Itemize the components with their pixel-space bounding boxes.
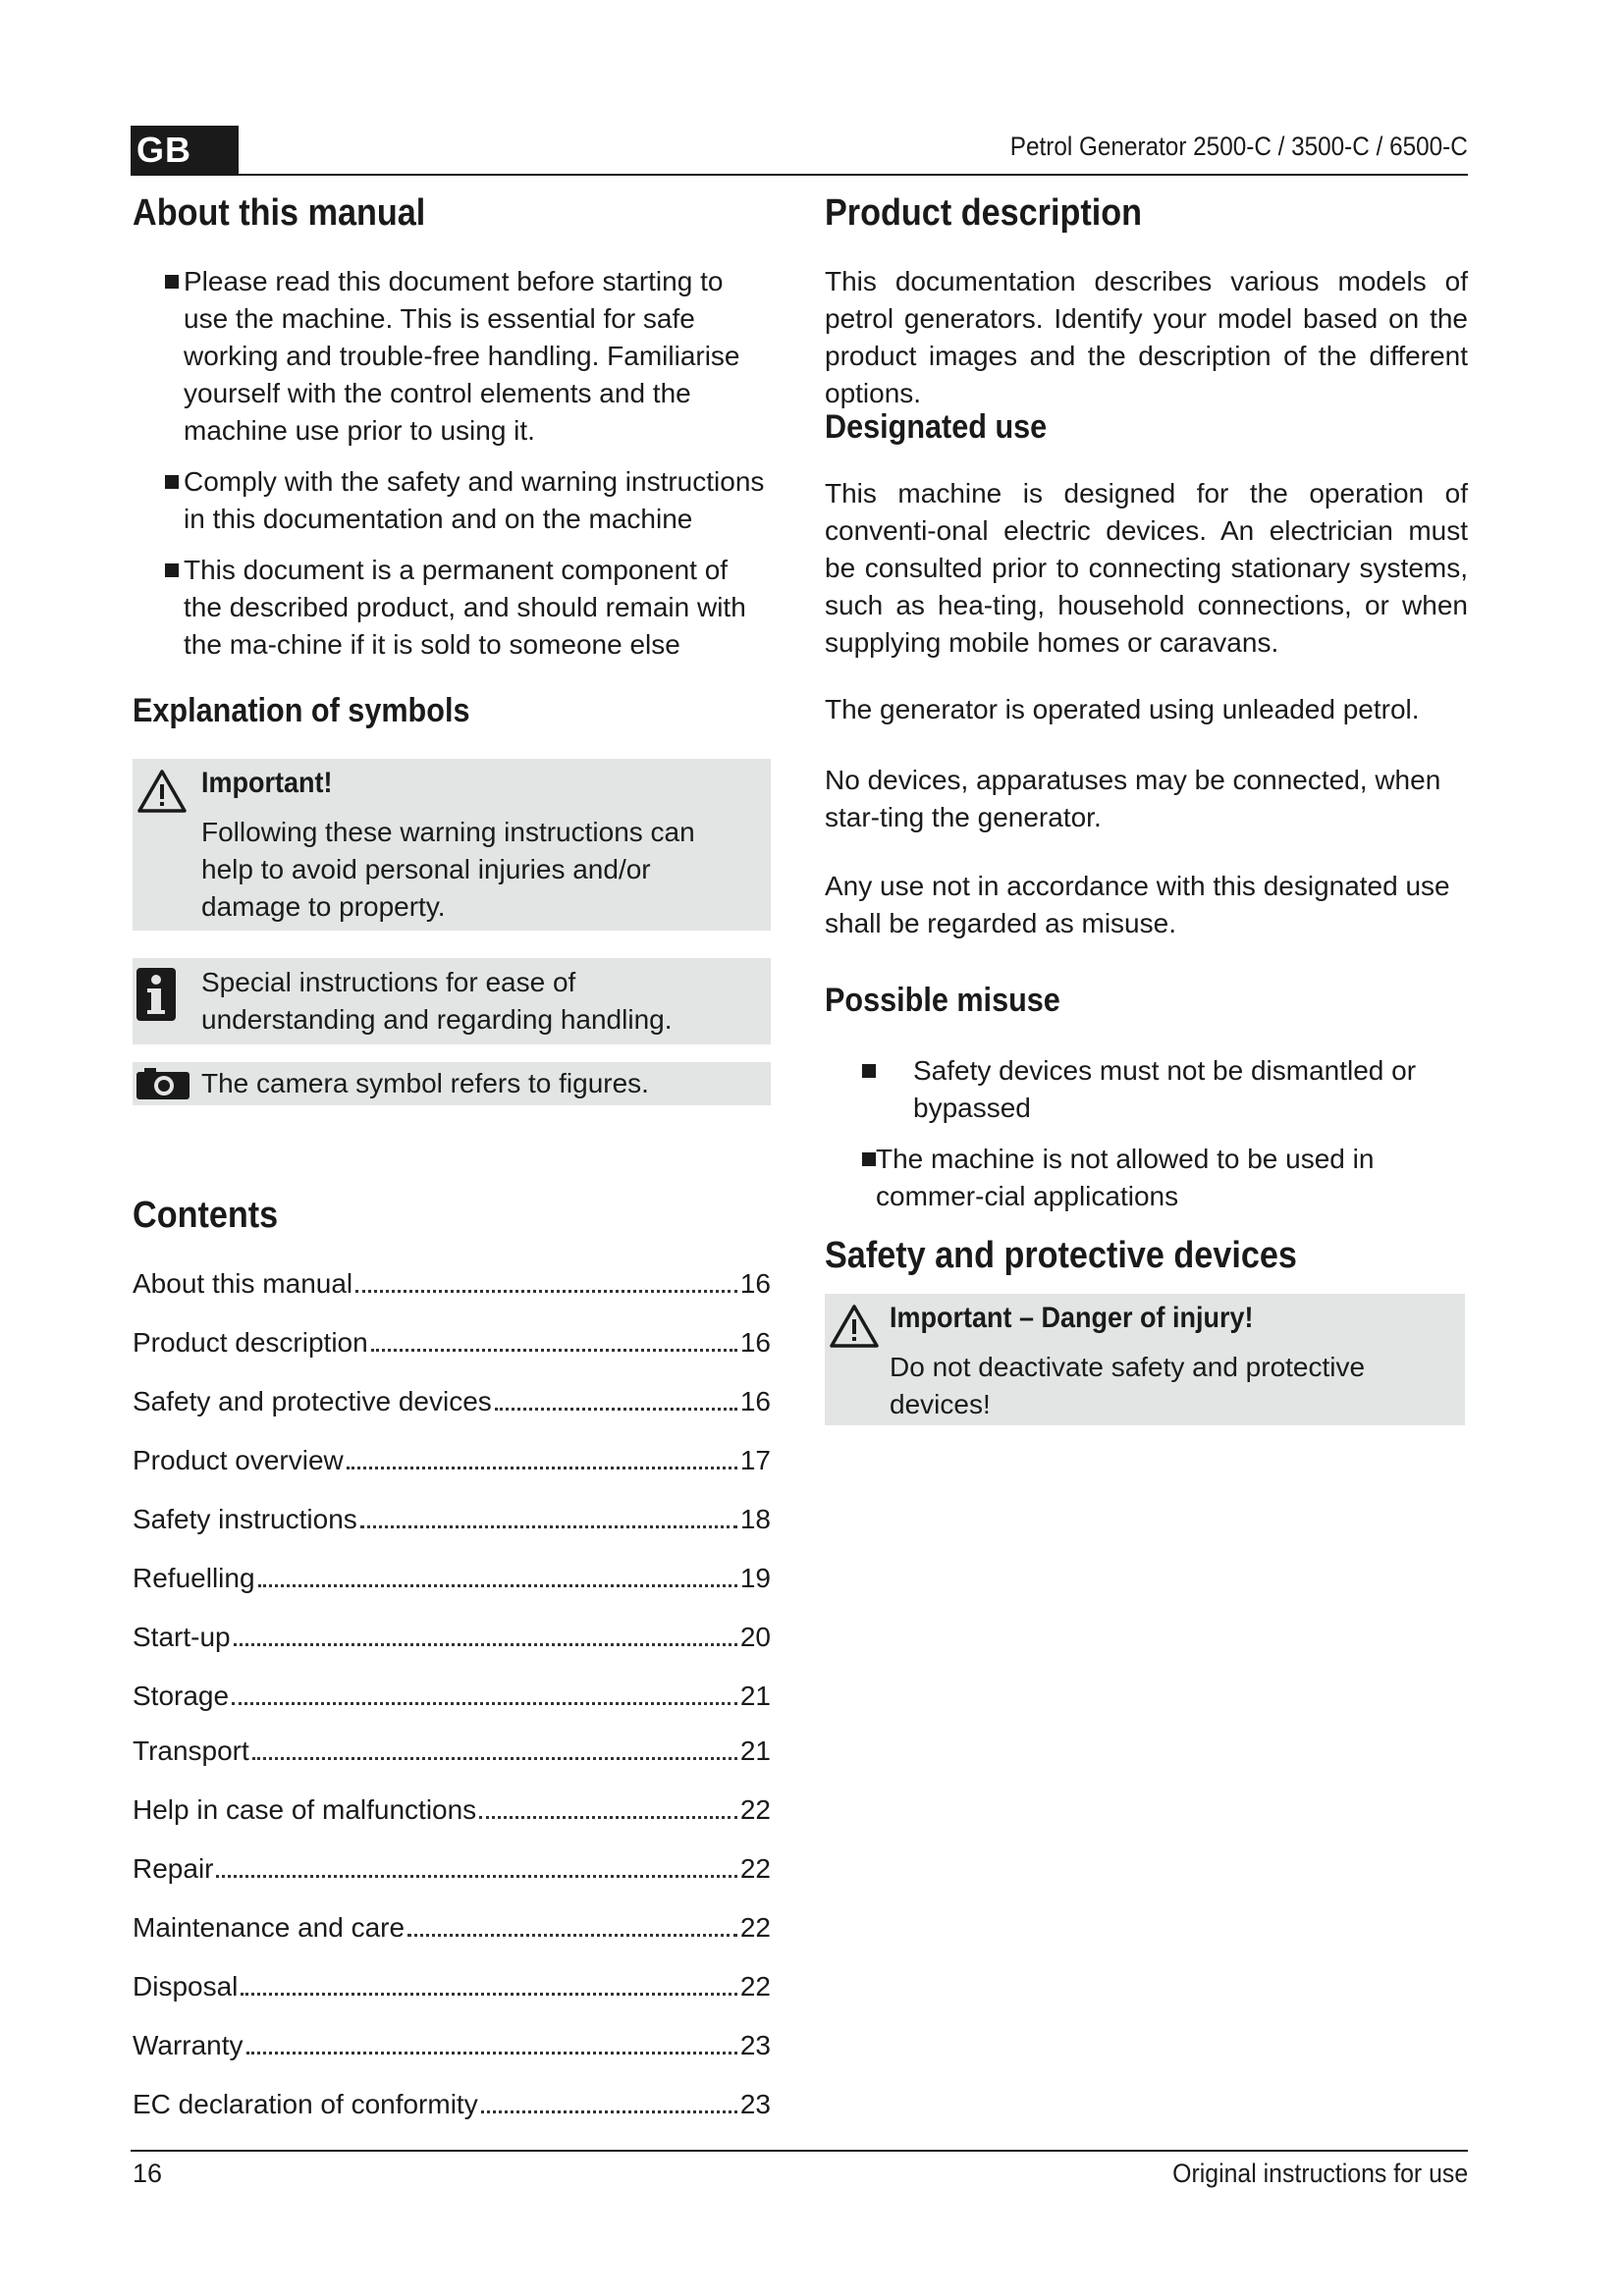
toc-row: Safety instructions 18 [133,1504,771,1534]
starting-text: No devices, apparatuses may be connected, when star-ting the generator. [825,765,1441,832]
camera-icon [136,1068,189,1099]
list-item: This document is a permanent component of the described product, and should remain with the ma-chine if it is sold to someone else [133,552,771,664]
footer-text: Original instructions for use [1172,2159,1468,2188]
symbols-heading: Explanation of symbols [133,692,470,729]
list-item: Safety devices must not be dismantled or bypassed [825,1052,1512,1127]
toc-row: Transport 21 [133,1735,771,1766]
table-of-contents [133,1266,771,2122]
bullet-square-icon [165,563,179,577]
designated-use-heading: Designated use [825,408,1048,446]
bullet-square-icon [165,475,179,489]
toc-row: Start-up 20 [133,1622,771,1652]
list-item: Comply with the safety and warning instructions in this documentation and on the machine [133,463,771,538]
toc-row: Storage 21 [133,1681,771,1711]
important-notice-box [133,759,771,931]
danger-text: Do not deactivate safety and protective devices! [890,1352,1366,1419]
toc-row: Product overview 17 [133,1445,771,1475]
possible-misuse-heading: Possible misuse [825,982,1060,1019]
camera-text: The camera symbol refers to figures. [201,1068,649,1098]
bullet-square-icon [165,275,179,289]
important-title: Important! [201,767,333,799]
toc-row: Help in case of malfunctions 22 [133,1794,771,1825]
product-description-text: This documentation describes various models of petrol generators. Identify your model based on the product images and the description of the different options. [825,266,1468,408]
safety-devices-heading: Safety and protective devices [825,1235,1297,1276]
toc-row: Repair 22 [133,1853,771,1884]
warning-triangle-icon [829,1304,880,1349]
toc-row: About this manual 16 [133,1268,771,1299]
misuse-definition-text: Any use not in accordance with this designated use shall be regarded as misuse. [825,871,1450,938]
designated-use-text: This machine is designed for the operation of conventi-onal electric devices. An electrician must be consulted prior to connecting stationary systems, such as hea-ting, household connections, or when supplying mobile homes or caravans. [825,478,1468,658]
info-text: Special instructions for ease of understanding and regarding handling. [201,967,673,1035]
warning-triangle-icon [136,769,188,814]
misuse-list [825,1052,1512,1229]
header-divider [131,174,1468,176]
danger-title: Important – Danger of injury! [890,1302,1254,1334]
toc-row: Refuelling 19 [133,1563,771,1593]
toc-row: Product description 16 [133,1327,771,1358]
page-number: 16 [133,2159,163,2188]
danger-notice-box [825,1294,1465,1425]
document-title: Petrol Generator 2500-C / 3500-C / 6500-C [1009,132,1468,161]
product-description-heading: Product description [825,192,1143,234]
toc-row: EC declaration of conformity 23 [133,2089,771,2119]
toc-row: Safety and protective devices 16 [133,1386,771,1416]
contents-heading: Contents [133,1195,279,1236]
camera-notice-box [133,1062,771,1105]
toc-row: Maintenance and care 22 [133,1912,771,1943]
bullet-square-icon [862,1152,876,1166]
list-item: Please read this document before starting to use the machine. This is essential for safe working and trouble-free handling. Familiarise yourself with the control elements and the machine use prior to using it. [133,263,771,450]
about-manual-list [133,263,771,677]
important-text: Following these warning instructions can help to avoid personal injuries and/or damage to property. [201,817,695,922]
fuel-text: The generator is operated using unleaded petrol. [825,694,1420,724]
list-item: The machine is not allowed to be used in commer-cial applications [825,1141,1485,1215]
bullet-square-icon [862,1064,876,1078]
info-notice-box [133,958,771,1044]
footer-divider [131,2150,1468,2152]
toc-row: Warranty 23 [133,2030,771,2060]
toc-row: Disposal 22 [133,1971,771,2002]
about-manual-heading: About this manual [133,192,426,234]
language-badge: GB [131,126,239,175]
info-icon [136,968,176,1021]
